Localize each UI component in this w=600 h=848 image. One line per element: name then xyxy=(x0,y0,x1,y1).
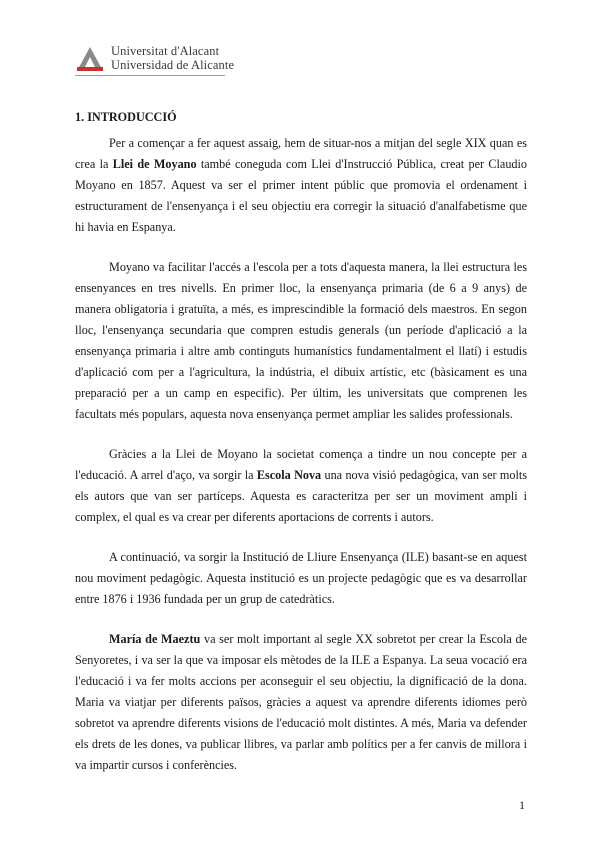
paragraph-2: Moyano va facilitar l'accés a l'escola per a tots d'aquesta manera, la llei estructura les ensenyances en tres nivells. En primer lloc, la ensenyança primaria (de 6 a 9 anys) de manera obligatoria i gratuïta, a més, es imprescindible la formació dels maestros. En segon lloc, l'ensenyança secundaria que compren estudis generals (un període d'aplicació a la ensenyança primaria i altre amb continguts humanístics fundamentalment el llatí) i estudis d'aplicació com per a l'agricultura, la indústria, el dibuix artístic, etc (bàsicament es una preparació per a un camp en especific). Per últim, les universitats que comprenen les facultats més populars, aquesta nova ensenyança permet ampliar les salides professionals. xyxy=(75,260,527,421)
university-logo-icon xyxy=(75,43,105,73)
university-name xyxy=(111,44,234,72)
paragraph-5-bold: María de Maeztu xyxy=(109,632,201,646)
section-title: 1. INTRODUCCIÓ xyxy=(75,110,177,124)
paragraph-4: A continuació, va sorgir la Institució de Lliure Ensenyança (ILE) basant-se en aquest nou moviment pedagògic. Aquesta institució es un projecte pedagògic que es va desarrollar entre 1876 i 1936 fundada per un grup de catedràtics. xyxy=(75,550,527,606)
paragraph-1 xyxy=(75,133,527,238)
document-body xyxy=(75,108,527,776)
header-divider xyxy=(75,75,225,76)
university-name-ca: Universitat d'Alacant xyxy=(111,44,220,58)
paragraph-1-text-a: Per a començar a fer aquest assaig, hem de situar-nos a mitjan del segle XIX quan es crea la xyxy=(75,136,527,171)
page-number: 1 xyxy=(519,798,525,812)
paragraph-5-text: va ser molt important al segle XX sobretot per crear la Escola de Senyoretes, i va ser la que va imposar els mètodes de la ILE a Espanya. La seua vocació era l'educació i va fer molts accions per aconseguir el seu objectiu, la dignificació de la dona. Maria va viatjar per diferents països, gràcies a aquest va aprendre diferents idiomes però sobretot va aprendre diferents visions de l'educació molt distintes. A més, Maria va defender els drets de les dones, va publicar llibres, va parlar amb polítics per a fer canvis de millora i va impartir cursos i conferències. xyxy=(75,632,527,772)
paragraph-3-text-b: una nova visió pedagògica, van ser molts els autors que van ser partíceps. Aquesta es caracteritza per ser un moviment ampli i complex, el qual es va crear per diferents aportacions de corrents i autors. xyxy=(75,468,527,524)
document-header xyxy=(75,42,234,74)
paragraph-5 xyxy=(75,629,527,776)
university-name-es: Universidad de Alicante xyxy=(111,58,235,72)
paragraph-3-text-a: Gràcies a la Llei de Moyano la societat comença a tindre un nou concepte per a l'educació. A arrel d'aço, va sorgir la xyxy=(75,447,527,482)
paragraph-1-text-b: també coneguda com Llei d'Instrucció Pública, creat per Claudio Moyano en 1857. Aquest va ser el primer intent públic que promovia el ordenament i estructurament de l'ensenyança i el seu objectiu era corregir la situació d'analfabetisme que hi havia en Espanya. xyxy=(75,157,527,234)
paragraph-3 xyxy=(75,444,527,528)
paragraph-1-bold: Llei de Moyano xyxy=(112,157,197,171)
paragraph-3-bold: Escola Nova xyxy=(256,468,322,482)
